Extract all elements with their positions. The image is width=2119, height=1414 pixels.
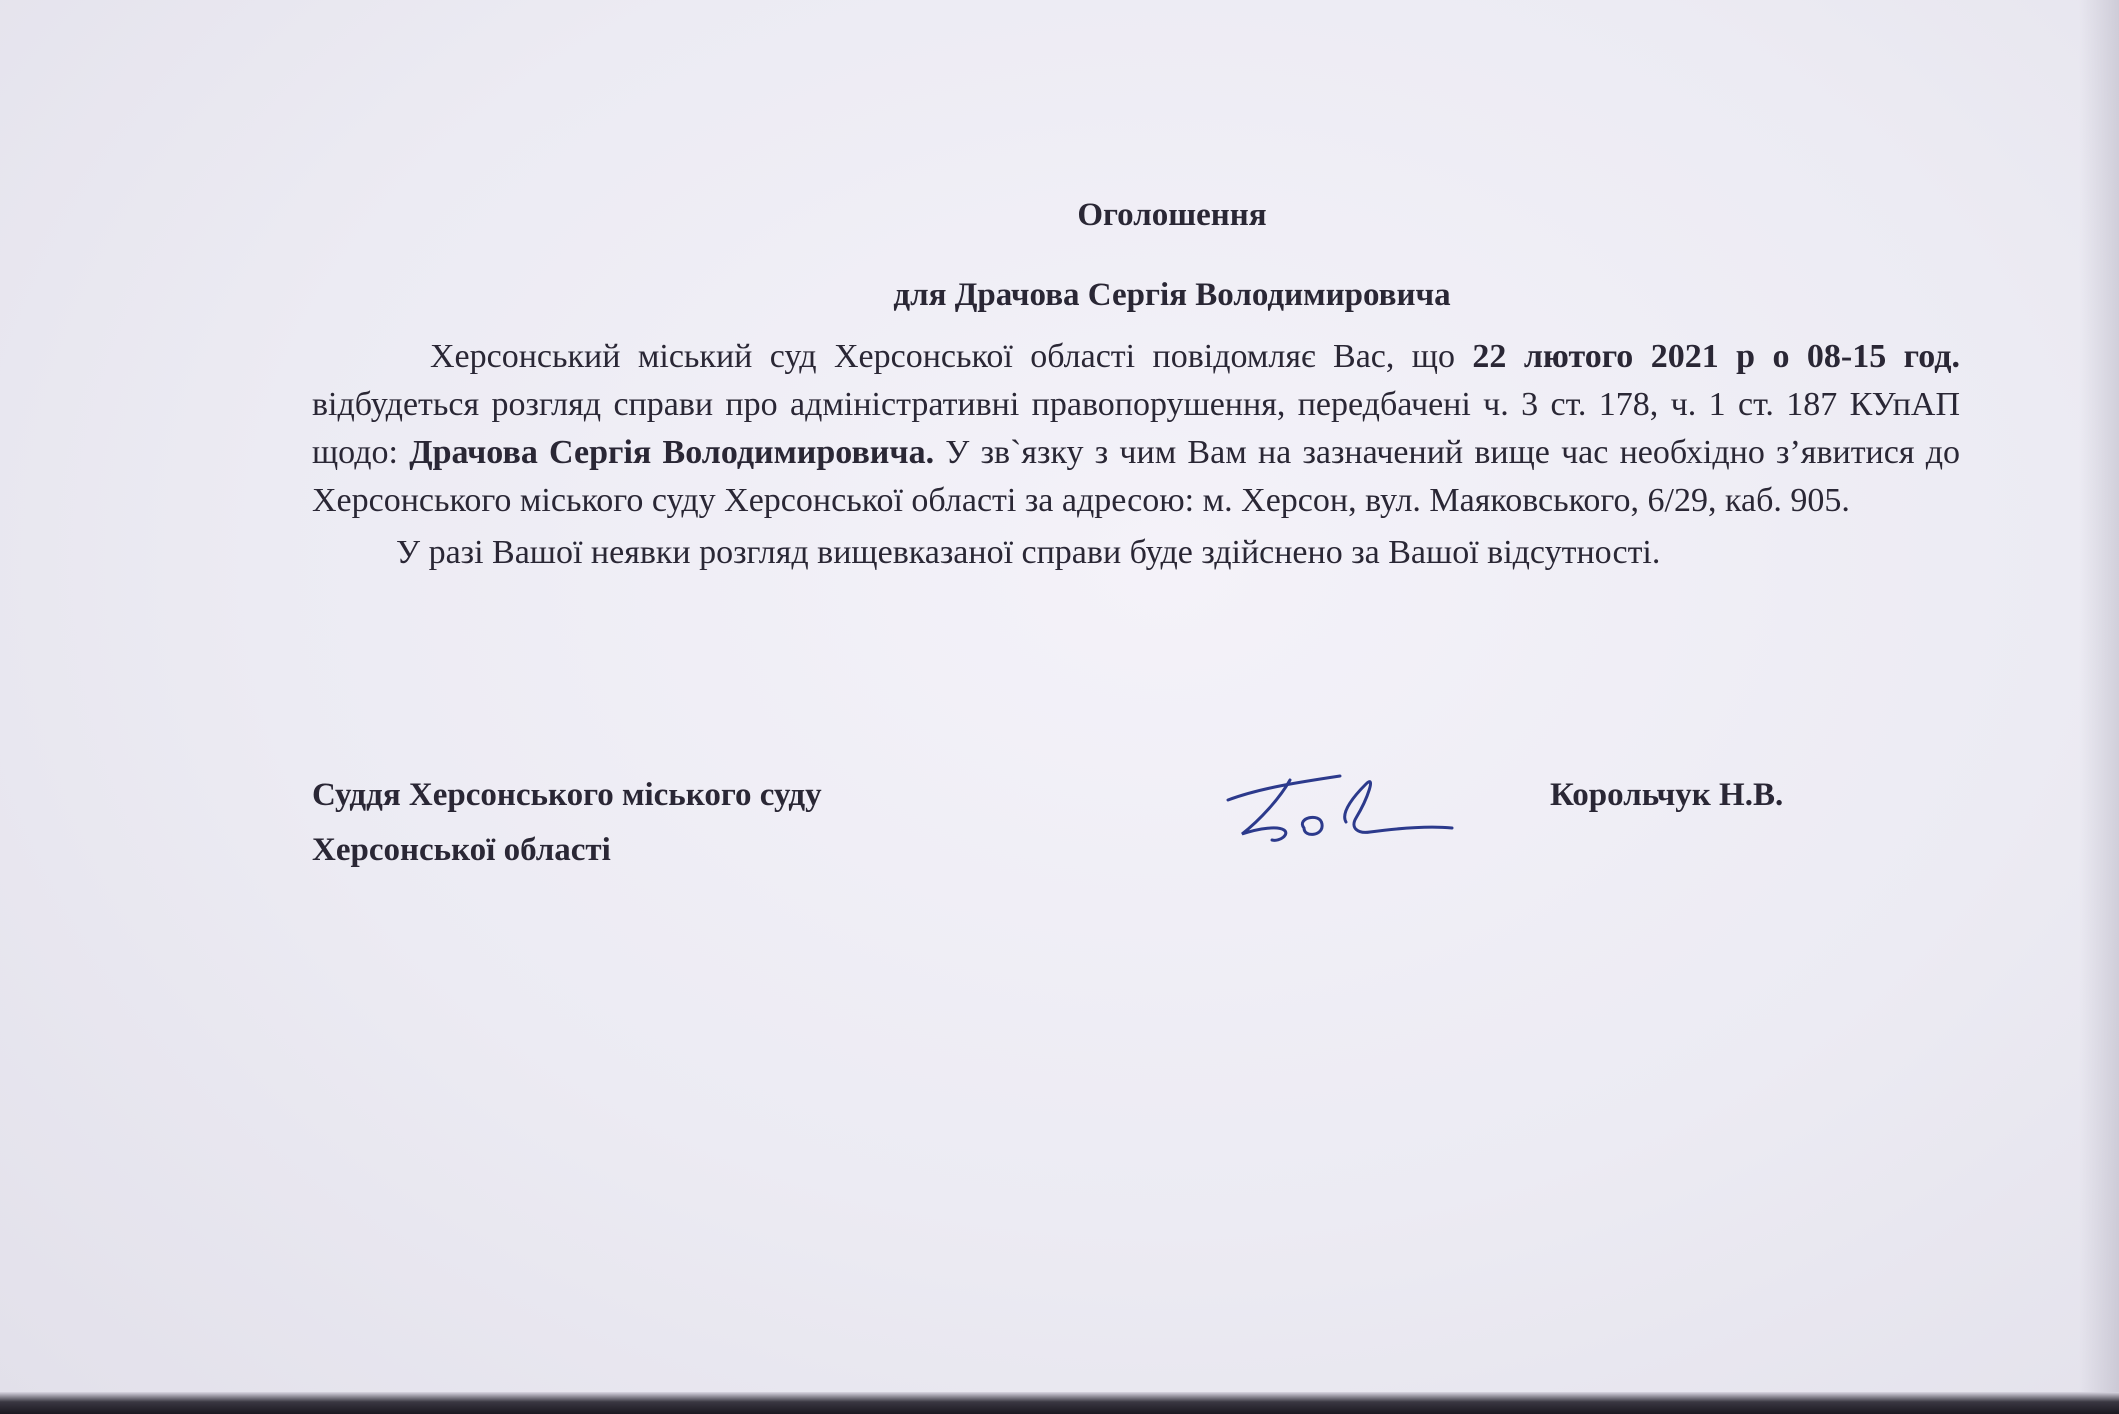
judge-position <box>312 768 1012 878</box>
hearing-datetime: 22 лютого 2021 р о 08-15 год. <box>1472 338 1960 376</box>
judge-position-line-2: Херсонської області <box>312 832 611 868</box>
notice-text-case: відбудеться розгляд справи про адміністративні правопорушення, передбачені ч. 3 ст. 178, ч. 1 ст. 187 КУпАП щодо: <box>312 386 1960 472</box>
notice-paragraph <box>312 333 1960 525</box>
page-bottom-edge <box>0 1392 2119 1414</box>
handwritten-signature <box>1220 768 1460 858</box>
notice-text-address: У зв`язку з чим Вам на зазначений вище час необхідно з’явитися до Херсонського міського суду Херсонської області за адресою: м. Херсон, вул. Маяковського, 6/29, каб. 905. <box>312 434 1960 520</box>
absence-warning-paragraph: У разі Вашої неявки розгляд вищевказаної справи буде здійснено за Вашої відсутності. <box>396 534 1661 572</box>
judge-position-line-1: Суддя Херсонського міського суду <box>312 777 822 813</box>
signature-block <box>312 768 1960 878</box>
judge-name: Корольчук Н.В. <box>1550 777 1784 813</box>
announcement-body <box>312 196 1960 581</box>
recipient-line: для Драчова Сергія Володимировича <box>893 276 1451 313</box>
defendant-name: Драчова Сергія Володимировича. <box>409 434 935 472</box>
document-title: Оголошення <box>1077 197 1267 233</box>
page-shadow-right <box>2079 0 2119 1414</box>
notice-text-intro: Херсонський міський суд Херсонської області повідомляє Вас, що <box>430 338 1473 376</box>
